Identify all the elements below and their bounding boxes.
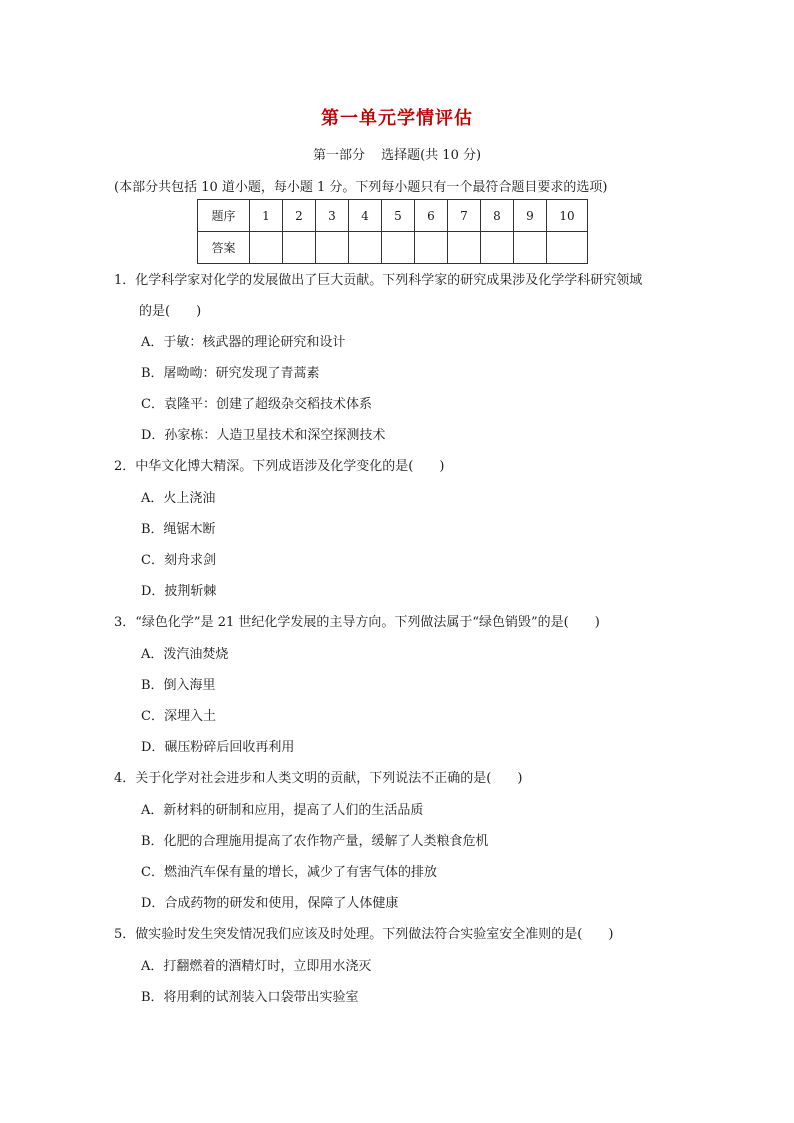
question-4-option-a: A．新材料的研制和应用，提高了人们的生活品质 <box>141 803 424 818</box>
section-part: 第一部分 <box>312 148 365 163</box>
question-2-option-a: A．火上浇油 <box>141 491 216 506</box>
instructions-note: (本部分共包括 10 道小题，每小题 1 分。下列每小题只有一个最符合题目要求的选项) <box>114 180 608 195</box>
question-3-option-c: C．深埋入土 <box>141 709 216 724</box>
question-1-stem: 1．化学科学家对化学的发展做出了巨大贡献。下列科学家的研究成果涉及化学学科研究领域 <box>114 273 643 288</box>
question-number-cell: 8 <box>481 200 514 232</box>
question-1-option-d: D．孙家栋：人造卫星技术和深空探测技术 <box>141 428 386 443</box>
question-number-cell: 2 <box>283 200 316 232</box>
question-number-cell: 10 <box>547 200 588 232</box>
question-5-option-a: A．打翻燃着的酒精灯时，立即用水浇灭 <box>141 959 372 974</box>
answer-cell[interactable] <box>448 232 481 264</box>
question-number-cell: 5 <box>382 200 415 232</box>
question-1-stem-cont: 的是( ) <box>139 304 202 319</box>
question-number-cell: 6 <box>415 200 448 232</box>
answer-cell[interactable] <box>415 232 448 264</box>
question-2-stem: 2．中华文化博大精深。下列成语涉及化学变化的是( ) <box>114 459 445 474</box>
answer-cell[interactable] <box>316 232 349 264</box>
answer-cell[interactable] <box>283 232 316 264</box>
answer-cell[interactable] <box>547 232 588 264</box>
question-number-cell: 4 <box>349 200 382 232</box>
question-number-cell: 7 <box>448 200 481 232</box>
answer-cell[interactable] <box>250 232 283 264</box>
answer-table-answer-row <box>198 232 588 264</box>
row-label-answer: 答案 <box>198 232 250 264</box>
question-5-option-b: B．将用剩的试剂装入口袋带出实验室 <box>141 990 359 1005</box>
question-number-cell: 9 <box>514 200 547 232</box>
answer-table-number-row <box>198 200 588 232</box>
question-5-stem: 5．做实验时发生突发情况我们应该及时处理。下列做法符合实验室安全准则的是( ) <box>114 927 614 942</box>
question-3-option-b: B．倒入海里 <box>141 678 216 693</box>
question-1-option-a: A．于敏：核武器的理论研究和设计 <box>141 335 346 350</box>
answer-cell[interactable] <box>514 232 547 264</box>
question-3-option-a: A．泼汽油焚烧 <box>141 647 229 662</box>
question-3-option-d: D．碾压粉碎后回收再利用 <box>141 740 295 755</box>
question-1-option-c: C．袁隆平：创建了超级杂交稻技术体系 <box>141 397 372 412</box>
question-4-option-d: D．合成药物的研发和使用，保障了人体健康 <box>141 896 399 911</box>
question-4-option-b: B．化肥的合理施用提高了农作物产量，缓解了人类粮食危机 <box>141 834 489 849</box>
question-4-option-c: C．燃油汽车保有量的增长，减少了有害气体的排放 <box>141 865 437 880</box>
question-1-option-b: B．屠呦呦：研究发现了青蒿素 <box>141 366 320 381</box>
question-number-cell: 3 <box>316 200 349 232</box>
row-label-number: 题序 <box>198 200 250 232</box>
page-title: 第一单元学情评估 <box>321 108 473 129</box>
question-2-option-d: D．披荆斩棘 <box>141 584 217 599</box>
section-heading <box>0 144 794 163</box>
answer-cell[interactable] <box>349 232 382 264</box>
question-2-option-c: C．刻舟求剑 <box>141 553 216 568</box>
question-4-stem: 4．关于化学对社会进步和人类文明的贡献，下列说法不正确的是( ) <box>114 771 523 786</box>
question-number-cell: 1 <box>250 200 283 232</box>
question-3-stem: 3．“绿色化学”是 21 世纪化学发展的主导方向。下列做法属于“绿色销毁”的是( ) <box>114 615 600 630</box>
answer-cell[interactable] <box>481 232 514 264</box>
answer-table <box>197 199 588 264</box>
answer-cell[interactable] <box>382 232 415 264</box>
question-2-option-b: B．绳锯木断 <box>141 522 216 537</box>
section-title: 选择题(共 10 分) <box>381 148 482 163</box>
